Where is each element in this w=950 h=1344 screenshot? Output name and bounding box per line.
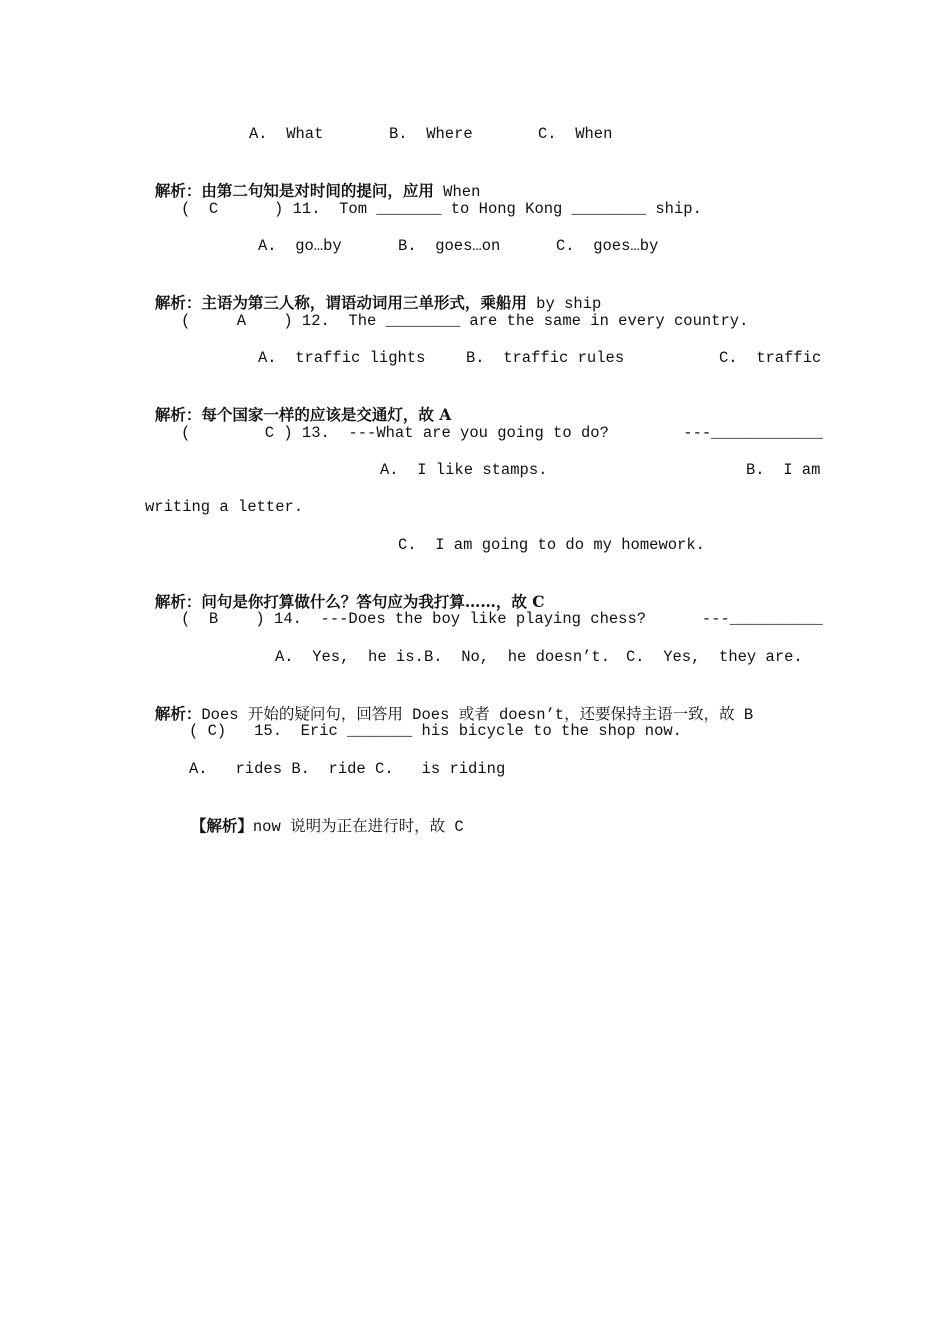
q12-option-a: A. traffic lights (258, 349, 426, 367)
q11-option-c: C. goes…by (556, 237, 659, 255)
q10-option-c: C. When (538, 125, 613, 143)
explanation-10-label: 解析：由第二句知是对时间的提问，应用 (154, 181, 434, 200)
q12-option-b: B. traffic rules (466, 349, 625, 367)
explanation-12-label: 解析：每个国家一样的应该是交通灯，故 A (154, 405, 452, 424)
explanation-10-tail: When (433, 183, 481, 201)
question-14: ( B ) 14. ---Does the boy like playing chess? ---__________ (181, 610, 823, 628)
q11-option-b: B. goes…on (398, 237, 501, 255)
question-15: ( C) 15. Eric _______ his bicycle to the shop now. (189, 722, 682, 740)
question-11: ( C ) 11. Tom _______ to Hong Kong ________ ship. (181, 200, 702, 218)
explanation-15-label: 【解析】 (190, 816, 253, 835)
explanation-14-label: 解析： (154, 704, 202, 723)
q12-option-c: C. traffic (719, 349, 822, 367)
q13-option-c: C. I am going to do my homework. (398, 536, 705, 554)
explanation-14-tail: Does 开始的疑问句，回答用 Does 或者 doesn’t，还要保持主语一致，故 B (201, 706, 754, 724)
q14-option-b: B. No, he doesn’t. (424, 648, 611, 666)
explanation-14 (145, 684, 753, 725)
q14-option-c: C. Yes, they are. (626, 648, 803, 666)
explanation-11-label: 解析：主语为第三人称，谓语动词用三单形式，乘船用 (154, 293, 527, 312)
q10-option-b: B. Where (389, 125, 473, 143)
q13-option-b-continued: writing a letter. (145, 498, 304, 516)
question-12: ( A ) 12. The ________ are the same in every country. (181, 312, 749, 330)
explanation-10 (145, 161, 480, 202)
explanation-15-tail: now 说明为正在进行时，故 C (252, 818, 464, 836)
q10-option-a: A. What (249, 125, 324, 143)
q14-option-a: A. Yes, he is. (275, 648, 424, 666)
q15-options: A. rides B. ride C. is riding (189, 760, 506, 778)
explanation-12 (145, 385, 451, 425)
explanation-13-label: 解析：问句是你打算做什么？答句应为我打算……，故 C (154, 592, 545, 611)
q13-option-a: A. I like stamps. (380, 461, 548, 479)
explanation-11 (145, 273, 601, 314)
q11-option-a: A. go…by (258, 237, 342, 255)
explanation-13 (145, 572, 545, 612)
q13-option-b: B. I am (746, 461, 821, 479)
question-13: ( C ) 13. ---What are you going to do? ---____________ (181, 424, 823, 442)
explanation-11-tail: by ship (526, 295, 602, 313)
explanation-15 (181, 796, 464, 837)
